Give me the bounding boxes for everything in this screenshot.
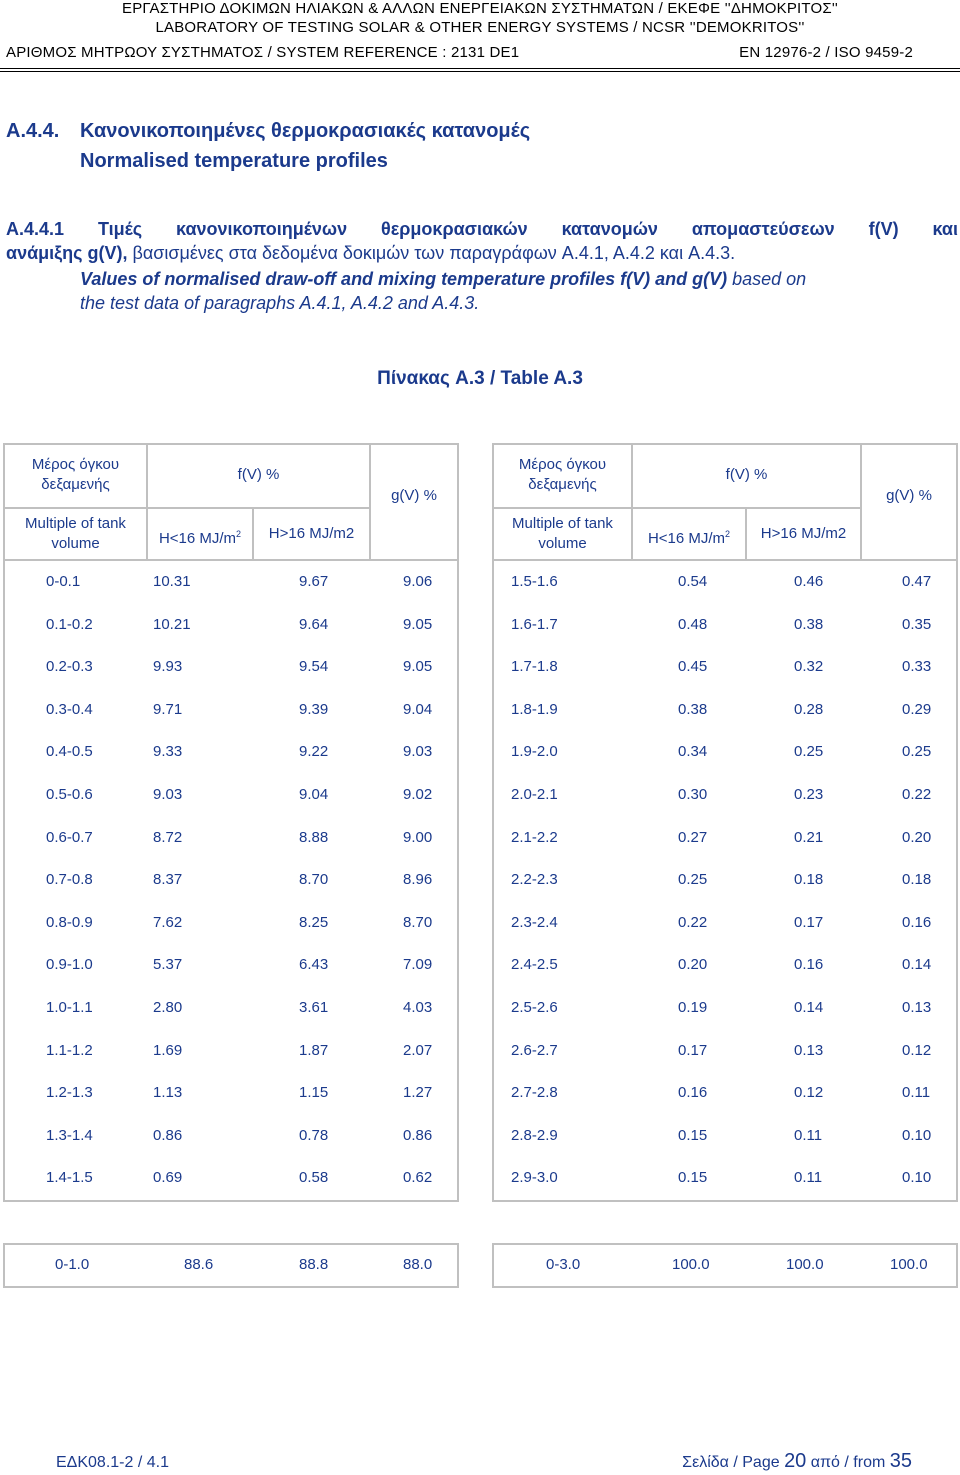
subsection-text-en-1 <box>80 267 958 291</box>
header-h-high-cell-right <box>747 509 860 559</box>
header-h-low-cell <box>148 509 252 559</box>
table-row <box>5 743 457 763</box>
header-fv-cell-right <box>633 445 860 507</box>
left-cell-fv-low: 10.21 <box>153 615 191 633</box>
right-cell-range: 2.5-2.6 <box>511 999 558 1016</box>
section-title-en: Normalised temperature profiles <box>80 150 388 172</box>
table-row <box>494 1127 956 1147</box>
right-cell-fv-low: 0.15 <box>678 1126 708 1144</box>
left-cell-range: 0.5-0.6 <box>46 786 93 803</box>
right-cell-gv: 0.35 <box>902 615 932 633</box>
table-left-panel <box>3 443 459 1202</box>
header-part-en-cell-right <box>494 509 631 559</box>
right-cell-range: 2.1-2.2 <box>511 828 558 846</box>
footer-total-pages: 35 <box>889 1450 912 1472</box>
right-cell-fv-high: 0.28 <box>794 700 824 718</box>
table-row <box>494 786 956 806</box>
section-title <box>6 116 530 176</box>
header-h-low-sup: 2 <box>236 529 242 539</box>
left-cell-fv-high: 1.15 <box>299 1084 329 1102</box>
right-cell-fv-high: 0.17 <box>794 913 824 931</box>
header-part-en-1-right: Multiple of tank <box>512 515 613 532</box>
right-cell-fv-low: 0.25 <box>678 871 708 889</box>
right-cell-fv-low: 0.34 <box>678 743 708 761</box>
left-cell-range: 0.9-1.0 <box>46 956 93 974</box>
header-part-gr-1-right: Μέρος όγκου <box>518 456 607 473</box>
table-row <box>5 1042 457 1062</box>
left-cell-fv-low: 2.80 <box>153 999 183 1016</box>
table-row <box>494 956 956 976</box>
left-cell-range: 0.8-0.9 <box>46 913 93 931</box>
left-cell-gv: 9.06 <box>403 573 433 590</box>
header-fv: f(V) % <box>237 466 280 483</box>
subsection-text-en-1-bold: Values of normalised draw-off and mixing temperature profiles f(V) and g(V) <box>80 269 728 289</box>
left-cell-fv-low: 9.33 <box>153 743 183 761</box>
right-cell-fv-high: 0.18 <box>794 871 824 889</box>
header-h-low-right: H<16 MJ/m <box>647 530 726 547</box>
table-right-panel <box>492 443 958 1202</box>
table-row <box>494 743 956 763</box>
left-cell-fv-low: 8.37 <box>153 871 183 889</box>
header-part-gr-cell <box>5 445 146 507</box>
left-cell-fv-low: 0.69 <box>153 1169 183 1187</box>
header-part-en-1: Multiple of tank <box>25 515 126 532</box>
table-row <box>5 829 457 849</box>
header-gv-cell <box>371 445 457 559</box>
left-cell-range: 0.2-0.3 <box>46 658 93 676</box>
left-cell-fv-low: 10.31 <box>153 573 191 590</box>
summary-right-range: 0-3.0 <box>546 1256 581 1273</box>
table-row <box>494 1084 956 1104</box>
table-row <box>494 1169 956 1189</box>
left-cell-fv-high: 9.64 <box>299 615 329 633</box>
summary-left-panel <box>3 1243 459 1288</box>
summary-left-fv-high: 88.8 <box>299 1256 329 1273</box>
table-caption: Πίνακας A.3 / Table A.3 <box>377 368 583 389</box>
left-cell-fv-high: 9.54 <box>299 658 329 676</box>
table-row <box>5 701 457 721</box>
right-cell-fv-low: 0.38 <box>678 700 708 718</box>
subsection-text-en-2: the test data of paragraphs A.4.1, A.4.2 and A.4.3. <box>80 293 480 313</box>
left-cell-gv: 2.07 <box>403 1041 433 1059</box>
left-cell-range: 1.0-1.1 <box>46 999 93 1016</box>
right-cell-fv-high: 0.21 <box>794 828 824 846</box>
right-cell-fv-high: 0.23 <box>794 786 824 803</box>
left-cell-gv: 1.27 <box>403 1084 433 1102</box>
right-cell-fv-high: 0.14 <box>794 999 824 1016</box>
footer-page-number: 20 <box>784 1450 807 1472</box>
system-reference: ΑΡΙΘΜΟΣ ΜΗΤΡΩΟΥ ΣΥΣΤΗΜΑΤΟΣ / SYSTEM REFERENCE : 2131 DE1 <box>6 44 520 61</box>
header-h-high: H>16 MJ/m2 <box>268 525 355 542</box>
right-cell-gv: 0.14 <box>902 956 932 974</box>
summary-left-row <box>5 1256 457 1276</box>
subsection-line1 <box>6 217 958 241</box>
right-cell-fv-low: 0.22 <box>678 913 708 931</box>
left-cell-gv: 0.86 <box>403 1126 433 1144</box>
right-cell-range: 1.5-1.6 <box>511 573 558 590</box>
summary-right-panel <box>492 1243 958 1288</box>
header-lab-name-gr: ΕΡΓΑΣΤΗΡΙΟ ΔΟΚΙΜΩΝ ΗΛΙΑΚΩΝ & ΑΛΛΩΝ ΕΝΕΡΓΕΙΑΚΩΝ ΣΥΣΤΗΜΑΤΩΝ / ΕΚΕΦΕ ''ΔΗΜΟΚΡΙΤΟΣ'' <box>122 0 838 17</box>
left-cell-range: 1.1-1.2 <box>46 1041 93 1059</box>
header-lab-name-en: LABORATORY OF TESTING SOLAR & OTHER ENERGY SYSTEMS / NCSR ''DEMOKRITOS'' <box>155 19 805 36</box>
table-row <box>494 1042 956 1062</box>
left-cell-fv-low: 1.13 <box>153 1084 183 1102</box>
left-cell-gv: 0.62 <box>403 1169 433 1187</box>
subsection-text-en-1-rest: based on <box>727 269 807 289</box>
summary-left-gv: 88.0 <box>403 1256 433 1273</box>
left-cell-range: 1.4-1.5 <box>46 1169 93 1187</box>
left-cell-range: 0.6-0.7 <box>46 828 93 846</box>
summary-left-range: 0-1.0 <box>55 1256 90 1273</box>
header-h-low: H<16 MJ/m <box>158 530 237 547</box>
right-cell-range: 1.9-2.0 <box>511 743 558 761</box>
header-part-en-2-right: volume <box>538 535 587 552</box>
left-cell-fv-low: 9.71 <box>153 700 183 718</box>
right-cell-fv-low: 0.30 <box>678 786 708 803</box>
left-cell-gv: 8.70 <box>403 913 433 931</box>
right-cell-gv: 0.25 <box>902 743 932 761</box>
left-cell-range: 0-0.1 <box>46 573 81 590</box>
header-gv-right: g(V) % <box>886 487 932 504</box>
left-cell-fv-high: 9.22 <box>299 743 329 761</box>
header-part-gr-cell-right <box>494 445 631 507</box>
subsection-number: A.4.4.1 <box>6 219 65 239</box>
left-cell-range: 0.3-0.4 <box>46 700 93 718</box>
left-cell-gv: 8.96 <box>403 871 433 889</box>
summary-left-cell <box>5 1245 457 1286</box>
right-cell-gv: 0.13 <box>902 999 932 1016</box>
left-cell-fv-high: 8.88 <box>299 828 329 846</box>
header-part-gr-1: Μέρος όγκου <box>31 456 120 473</box>
summary-left-fv-low: 88.6 <box>184 1256 214 1273</box>
subsection-text-gr-1: Τιμές κανονικοποιημένων θερμοκρασιακών κατανομών απομαστεύσεων f(V) και <box>97 219 958 239</box>
subsection-line2 <box>6 241 958 265</box>
left-cell-fv-high: 0.78 <box>299 1126 329 1144</box>
summary-right-gv: 100.0 <box>890 1256 928 1273</box>
left-cell-gv: 9.00 <box>403 828 433 846</box>
header-h-low-sup-right: 2 <box>725 529 731 539</box>
footer-page-label: Σελίδα / Page <box>682 1454 780 1471</box>
section-title-gr: Κανονικοποιημένες θερμοκρασιακές κατανομές <box>80 120 531 142</box>
right-cell-fv-low: 0.27 <box>678 828 708 846</box>
table-row <box>494 914 956 934</box>
right-cell-fv-low: 0.54 <box>678 573 708 590</box>
right-cell-range: 2.2-2.3 <box>511 871 558 889</box>
table-row <box>494 658 956 678</box>
left-cell-gv: 9.05 <box>403 658 433 676</box>
left-cell-range: 0.1-0.2 <box>46 615 93 633</box>
left-cell-gv: 4.03 <box>403 999 433 1016</box>
right-cell-range: 1.6-1.7 <box>511 615 558 633</box>
right-cell-range: 2.8-2.9 <box>511 1126 558 1144</box>
table-row <box>5 914 457 934</box>
table-row <box>5 1127 457 1147</box>
right-cell-gv: 0.12 <box>902 1041 932 1059</box>
right-cell-fv-low: 0.19 <box>678 999 708 1016</box>
header-fv-right: f(V) % <box>725 466 768 483</box>
left-cell-range: 0.7-0.8 <box>46 871 93 889</box>
right-cell-gv: 0.10 <box>902 1126 932 1144</box>
right-cell-gv: 0.29 <box>902 700 932 718</box>
right-cell-fv-high: 0.11 <box>794 1169 823 1187</box>
summary-right-fv-low: 100.0 <box>672 1256 710 1273</box>
left-cell-gv: 9.05 <box>403 615 433 633</box>
left-cell-fv-low: 7.62 <box>153 913 183 931</box>
left-cell-gv: 9.03 <box>403 743 433 761</box>
header-part-gr-2: δεξαμενής <box>41 476 110 493</box>
right-cell-fv-high: 0.16 <box>794 956 824 974</box>
section-number: A.4.4. <box>6 120 60 142</box>
left-cell-fv-low: 8.72 <box>153 828 183 846</box>
right-cell-fv-high: 0.11 <box>794 1126 823 1144</box>
table-row <box>494 871 956 891</box>
left-cell-range: 1.3-1.4 <box>46 1126 93 1144</box>
right-cell-gv: 0.11 <box>902 1084 931 1102</box>
header-part-gr-2-right: δεξαμενής <box>528 476 597 493</box>
left-cell-fv-high: 6.43 <box>299 956 329 974</box>
left-cell-range: 1.2-1.3 <box>46 1084 93 1102</box>
table-row <box>5 573 457 593</box>
right-cell-gv: 0.22 <box>902 786 932 803</box>
header-h-low-cell-right <box>633 509 745 559</box>
right-cell-range: 2.0-2.1 <box>511 786 558 803</box>
right-cell-gv: 0.10 <box>902 1169 932 1187</box>
table-row <box>494 999 956 1019</box>
table-right-body <box>494 561 956 1200</box>
table-row <box>494 616 956 636</box>
left-cell-fv-high: 8.70 <box>299 871 329 889</box>
right-cell-fv-high: 0.38 <box>794 615 824 633</box>
right-cell-fv-high: 0.12 <box>794 1084 824 1102</box>
header-part-en-2: volume <box>51 535 100 552</box>
footer-doc-code: ΕΔΚ08.1-2 / 4.1 <box>56 1454 169 1471</box>
right-cell-gv: 0.18 <box>902 871 932 889</box>
table-row <box>494 829 956 849</box>
right-cell-fv-low: 0.48 <box>678 615 708 633</box>
right-cell-range: 2.3-2.4 <box>511 913 558 931</box>
right-cell-fv-high: 0.13 <box>794 1041 824 1059</box>
subsection-text-gr-2: βασισμένες στα δεδομένα δοκιμών των παραγράφων A.4.1, A.4.2 και A.4.3. <box>127 243 736 263</box>
right-cell-range: 2.7-2.8 <box>511 1084 558 1102</box>
header-part-en-cell <box>5 509 146 559</box>
table-row <box>5 658 457 678</box>
left-cell-fv-low: 0.86 <box>153 1126 183 1144</box>
table-row <box>5 999 457 1019</box>
table-left-body <box>5 561 457 1200</box>
right-cell-fv-low: 0.45 <box>678 658 708 676</box>
left-cell-fv-low: 5.37 <box>153 956 183 974</box>
right-cell-fv-low: 0.16 <box>678 1084 708 1102</box>
right-cell-range: 2.4-2.5 <box>511 956 558 974</box>
right-cell-gv: 0.20 <box>902 828 932 846</box>
table-row <box>5 616 457 636</box>
right-cell-range: 1.7-1.8 <box>511 658 558 676</box>
summary-right-row <box>494 1256 956 1276</box>
left-cell-fv-high: 3.61 <box>299 999 329 1016</box>
subsection-paragraph <box>6 217 958 315</box>
footer-from-label: από / from <box>810 1454 886 1471</box>
summary-right-cell <box>494 1245 956 1286</box>
left-cell-gv: 7.09 <box>403 956 433 974</box>
right-cell-fv-high: 0.46 <box>794 573 824 590</box>
right-cell-fv-low: 0.15 <box>678 1169 708 1187</box>
left-cell-fv-high: 8.25 <box>299 913 329 931</box>
right-cell-range: 2.6-2.7 <box>511 1041 558 1059</box>
table-row <box>494 573 956 593</box>
right-cell-range: 2.9-3.0 <box>511 1169 558 1187</box>
footer-page-info <box>682 1450 912 1473</box>
left-cell-fv-high: 9.67 <box>299 573 329 590</box>
header-gv: g(V) % <box>391 487 437 504</box>
left-cell-fv-low: 1.69 <box>153 1041 183 1059</box>
table-row <box>5 1169 457 1189</box>
right-cell-fv-high: 0.25 <box>794 743 824 761</box>
right-cell-fv-high: 0.32 <box>794 658 824 676</box>
left-cell-gv: 9.02 <box>403 786 433 803</box>
left-cell-fv-high: 0.58 <box>299 1169 329 1187</box>
left-cell-fv-high: 1.87 <box>299 1041 329 1059</box>
header-fv-cell <box>148 445 369 507</box>
left-cell-fv-high: 9.39 <box>299 700 329 718</box>
summary-right-fv-high: 100.0 <box>786 1256 824 1273</box>
left-cell-gv: 9.04 <box>403 700 433 718</box>
table-row <box>494 701 956 721</box>
right-cell-fv-low: 0.17 <box>678 1041 708 1059</box>
header-h-high-cell <box>254 509 369 559</box>
right-cell-gv: 0.16 <box>902 913 932 931</box>
right-cell-gv: 0.33 <box>902 658 932 676</box>
subsection-text-gr-2-bold: ανάμιξης g(V), <box>6 243 128 263</box>
left-cell-fv-high: 9.04 <box>299 786 329 803</box>
left-cell-range: 0.4-0.5 <box>46 743 93 761</box>
header-h-high-right: H>16 MJ/m2 <box>760 525 847 542</box>
left-cell-fv-low: 9.03 <box>153 786 183 803</box>
right-cell-fv-low: 0.20 <box>678 956 708 974</box>
standard-reference: EN 12976-2 / ISO 9459-2 <box>739 44 913 61</box>
header-rule-bottom <box>0 71 960 72</box>
table-row <box>5 786 457 806</box>
header-rule-top <box>0 68 960 69</box>
right-cell-gv: 0.47 <box>902 573 932 590</box>
table-row <box>5 956 457 976</box>
header-gv-cell-right <box>862 445 956 559</box>
left-cell-fv-low: 9.93 <box>153 658 183 676</box>
table-row <box>5 871 457 891</box>
right-cell-range: 1.8-1.9 <box>511 700 558 718</box>
table-row <box>5 1084 457 1104</box>
